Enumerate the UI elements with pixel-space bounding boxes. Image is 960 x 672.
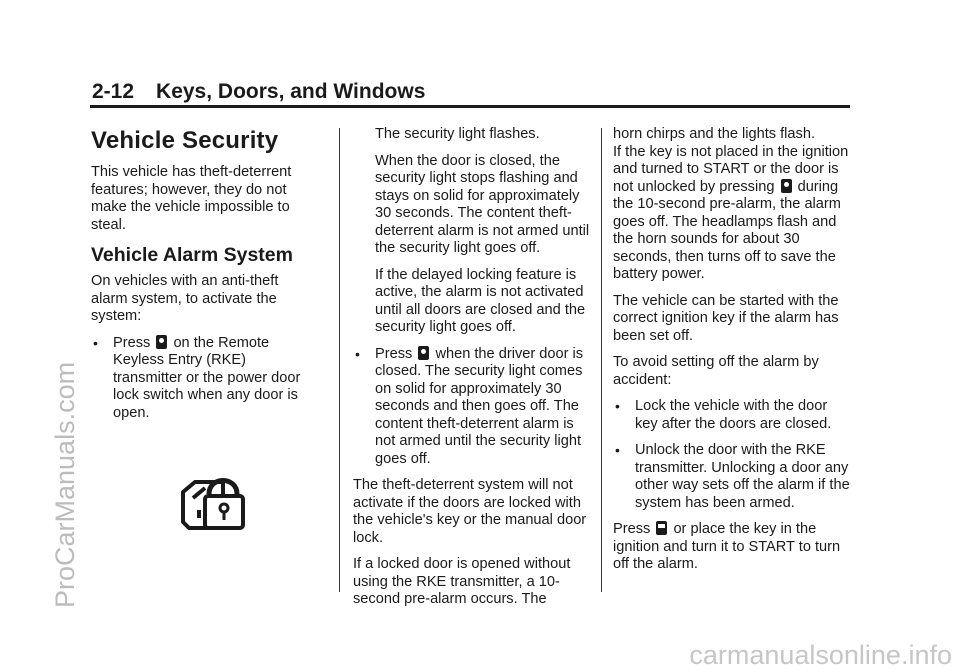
chapter-title: Keys, Doors, and Windows <box>156 80 426 103</box>
page-number: 2-12 <box>92 80 135 103</box>
page-header <box>92 80 425 104</box>
paragraph: If a locked door is opened without using the RKE transmitter, a 10-second pre-alarm occurs. The <box>353 556 571 607</box>
paragraph: When the door is closed, the security light stops flashing and stays on solid for approximately 30 seconds. The content theft-deterrent alarm is not armed until the security light goes off. <box>375 152 590 256</box>
intro-paragraph: This vehicle has theft-deterrent features; however, they do not make the vehicle impossible to steal. <box>91 164 292 233</box>
paragraph: horn chirps and the lights flash. <box>613 126 815 142</box>
alarm-intro-paragraph: On vehicles with an anti-theft alarm system, to activate the system: <box>91 273 279 324</box>
paragraph: The theft-deterrent system will not activate if the doors are locked with the vehicle's key or the manual door lock. <box>353 477 587 546</box>
paragraph: The vehicle can be started with the correct ignition key if the alarm has been set off. <box>613 292 839 344</box>
header-rule <box>90 105 850 108</box>
bullet-item: • Press on the Remote Keyless Entry (RKE) transmitter or the power door lock switch when any door is open. <box>93 334 301 421</box>
vehicle-security-icon <box>179 472 247 532</box>
section-heading: Vehicle Security <box>91 127 279 154</box>
unlock-icon <box>656 521 667 535</box>
paragraph: If the delayed locking feature is active, the alarm is not activated until all doors are closed and the security light goes off. <box>375 266 586 335</box>
paragraph: Press or place the key in the ignition and turn it to START to turn off the alarm. <box>613 521 841 572</box>
paragraph: To avoid setting off the alarm by accident: <box>613 354 819 388</box>
paragraph: If the key is not placed in the ignition and turned to START or the door is not unlocked by pressing during the 10-second pre-alarm, the alarm goes off. The headlamps flash and the horn sounds for about 30 seconds, then turns off to save the battery power. <box>613 143 849 282</box>
column-1 <box>91 126 316 532</box>
paragraph: The security light flashes. <box>375 126 540 142</box>
bullet-icon: • <box>355 345 360 362</box>
bullet-icon: • <box>615 398 620 414</box>
bullet-item: • Press when the driver door is closed. The security light comes on solid for approximately 30 seconds and then goes off. The content theft-deterrent alarm is not armed until the security light goes off. <box>355 345 584 467</box>
column-2 <box>353 126 593 618</box>
column-divider <box>601 128 602 592</box>
subsection-heading: Vehicle Alarm System <box>91 244 293 266</box>
bullet-icon: • <box>615 442 620 458</box>
bullet-item: • Unlock the door with the RKE transmitter. Unlocking a door any other way sets off the alarm if the system has been armed. <box>615 442 850 511</box>
bullet-icon: • <box>93 334 98 351</box>
lock-icon <box>781 179 792 193</box>
bullet-item: • Lock the vehicle with the door key after the doors are closed. <box>615 398 832 432</box>
column-3 <box>613 126 853 583</box>
side-watermark: ProCarManuals.com <box>50 361 80 608</box>
column-divider <box>339 128 340 592</box>
lock-icon <box>156 335 167 349</box>
footer-watermark: carmanualsonline.info <box>689 640 952 670</box>
lock-icon <box>418 346 429 360</box>
